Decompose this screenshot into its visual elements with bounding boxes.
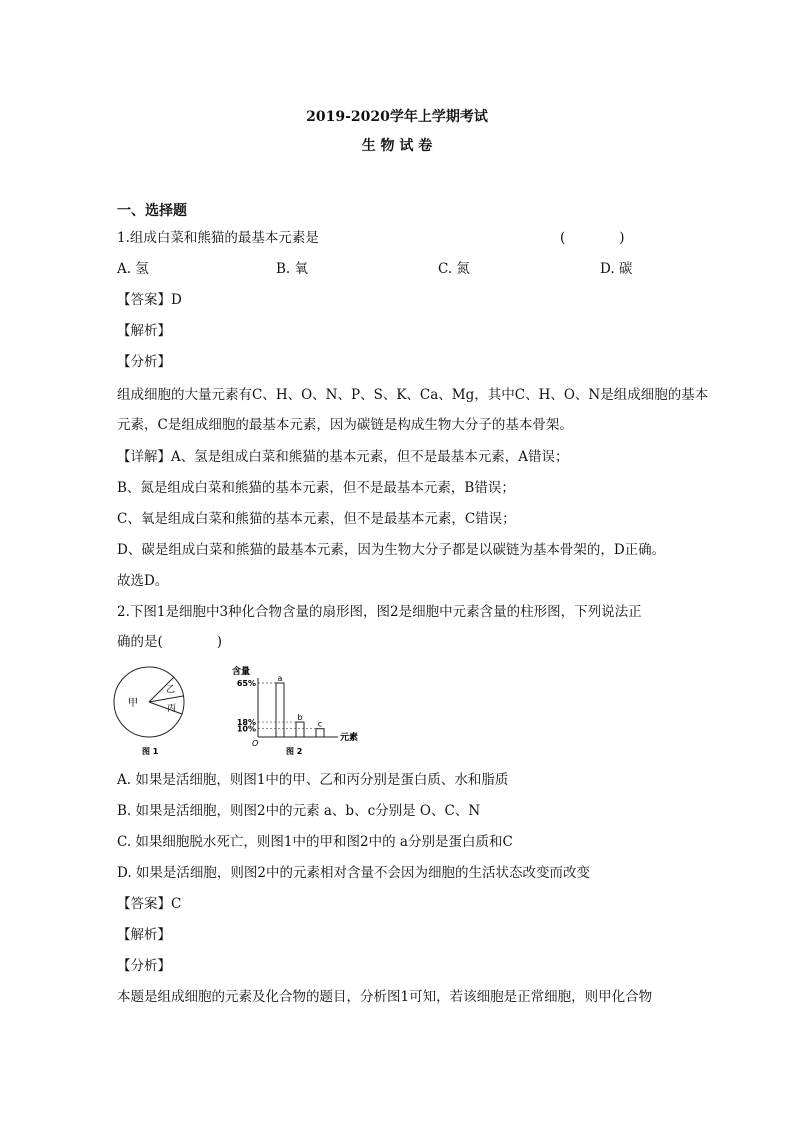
y-tick-label: 18% [236, 718, 256, 728]
section-heading: 一、选择题 [117, 203, 187, 219]
q2-option-d: D. 如果是活细胞，则图2中的元素相对含量不会因为细胞的生活状态改变而改变 [117, 865, 591, 881]
bar-label: c [317, 719, 323, 729]
q1-option-a: A. 氢 [117, 261, 149, 277]
y-axis-label: 含量 [232, 667, 251, 677]
bar-c [316, 729, 324, 737]
q1-fenxi: 【分析】 [117, 354, 171, 370]
q1-detail-line: 故选D。 [117, 573, 169, 589]
figure-1-pie [112, 664, 192, 764]
pie-label-jia: 甲 [128, 698, 138, 709]
figure-2-caption: 图 2 [286, 747, 303, 756]
y-tick-label: 10% [236, 724, 256, 734]
figure-2-bar-chart [228, 664, 373, 764]
bar-b [296, 722, 304, 737]
q1-option-b: B. 氧 [276, 261, 309, 277]
q1-blank: ( ) [560, 230, 625, 246]
x-axis-label: 元素 [340, 733, 359, 743]
q2-option-c: C. 如果细胞脱水死亡，则图1中的甲和图2中的 a分别是蛋白质和C [117, 834, 513, 850]
q2-fenxi: 【分析】 [117, 958, 171, 974]
bar-label: b [297, 713, 303, 723]
bar-label: a [277, 674, 283, 683]
q2-stem-line: 2.下图1是细胞中3种化合物含量的扇形图，图2是细胞中元素含量的柱形图，下列说法正 [117, 604, 642, 620]
q1-stem: 1.组成白菜和熊猫的最基本元素是 [117, 230, 319, 246]
q2-option-b: B. 如果是活细胞，则图2中的元素 a、b、c分别是 O、C、N [117, 803, 481, 819]
exam-subtitle: 生 物 试 卷 [361, 138, 433, 154]
q1-analysis-line: 组成细胞的大量元素有C、H、O、N、P、S、K、Ca、Mg，其中C、H、O、N是组成细胞的基本 [117, 387, 709, 403]
pie-label-bing: 丙 [167, 704, 177, 714]
origin-label: O [252, 739, 259, 748]
q1-option-c: C. 氮 [438, 261, 470, 277]
q2-option-a: A. 如果是活细胞，则图1中的甲、乙和丙分别是蛋白质、水和脂质 [117, 772, 509, 788]
q2-analysis-line: 本题是组成细胞的元素及化合物的题目，分析图1可知，若该细胞是正常细胞，则甲化合物 [117, 989, 653, 1005]
pie-label-yi: 乙 [166, 685, 176, 695]
figure-1-caption: 图 1 [142, 747, 159, 756]
q1-detail-line: B、氮是组成白菜和熊猫的基本元素，但不是最基本元素，B错误； [117, 480, 515, 496]
q2-jiexi: 【解析】 [117, 927, 171, 943]
q1-answer: 【答案】D [117, 292, 182, 308]
y-tick-label: 65% [236, 679, 256, 688]
pie-slice-boundary [149, 702, 182, 714]
q1-analysis-line: 元素，C是组成细胞的最基本元素，因为碳链是构成生物大分子的基本骨架。 [117, 417, 573, 433]
q1-option-d: D. 碳 [600, 261, 633, 277]
q2-answer: 【答案】C [117, 896, 182, 912]
q1-detail-line: 【详解】A、氢是组成白菜和熊猫的基本元素，但不是最基本元素，A错误； [117, 449, 569, 465]
q1-detail-line: D、碳是组成白菜和熊猫的最基本元素，因为生物大分子都是以碳链为基本骨架的，D正确。 [117, 542, 666, 558]
q1-jiexi: 【解析】 [117, 323, 171, 339]
q2-stem-line: 确的是( ) [117, 634, 223, 650]
exam-title: 2019-2020学年上学期考试 [306, 109, 488, 125]
q1-detail-line: C、氧是组成白菜和熊猫的基本元素，但不是最基本元素，C错误； [117, 511, 516, 527]
